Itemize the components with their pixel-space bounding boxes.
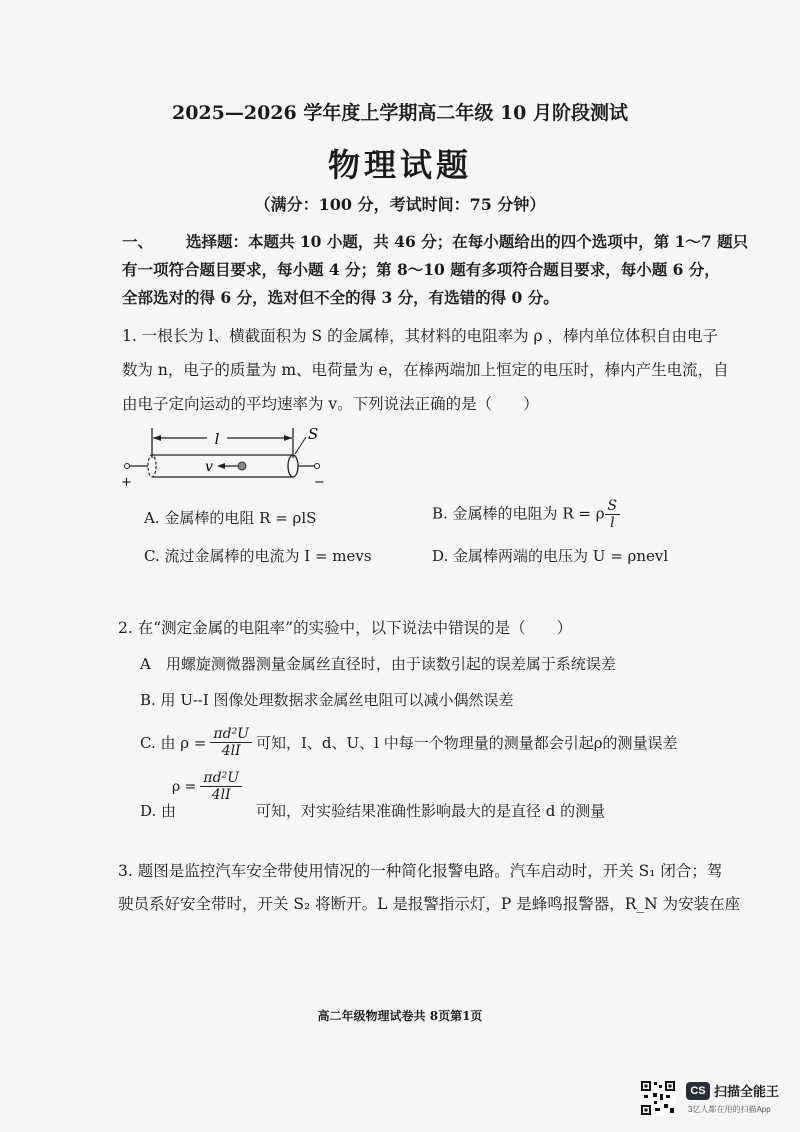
q2-option-c-fraction: [210, 726, 252, 759]
q1-option-b-text: B. 金属棒的电阻为 R = ρ: [432, 504, 605, 523]
q1-option-d[interactable]: D. 金属棒两端的电压为 U = ρnevl: [432, 547, 669, 565]
q1-stem-line-3: 由电子定向运动的平均速率为 v。下列说法正确的是（ ）: [122, 395, 539, 413]
q1-option-b-numerator: S: [605, 498, 621, 515]
section-instruction-line-3: 全部选对的得 6 分，选对但不全的得 3 分，有选错的得 0 分。: [122, 288, 559, 307]
electron-dot: [238, 462, 246, 470]
q2-d-formula: [172, 770, 242, 803]
right-terminal: [315, 464, 320, 469]
q1-option-a[interactable]: A. 金属棒的电阻 R = ρlS: [144, 509, 317, 527]
q2-d-denominator: 4lI: [211, 787, 231, 803]
section-instruction-line-2: 有一项符合题目要求，每小题 4 分；第 8～10 题有多项符合题目要求，每小题 6 分，: [122, 260, 720, 279]
q2-c-numerator: πd²U: [210, 726, 252, 743]
rod-left-end: [148, 455, 156, 477]
subject-title: 物理试题: [327, 146, 472, 184]
section-number: 一、: [122, 232, 154, 251]
q2-d-numerator: πd²U: [200, 770, 242, 787]
q1-option-b-denominator: l: [610, 515, 615, 531]
section-instruction-line-1: 选择题：本题共 10 小题，共 46 分；在每小题给出的四个选项中，第 1～7 题只: [186, 232, 749, 251]
scanner-logo-icon: CS: [686, 1082, 710, 1100]
velocity-label: v: [205, 459, 213, 475]
arrow-right-head: [284, 435, 292, 441]
q2-stem: 2. 在“测定金属的电阻率”的实验中，以下说法中错误的是（ ）: [118, 619, 573, 637]
exam-title-line: 2025—2026 学年度上学期高二年级 10 月阶段测试: [171, 102, 629, 124]
q2-option-d[interactable]: [140, 800, 605, 821]
q2-option-a[interactable]: A 用螺旋测微器测量金属丝直径时，由于读数引起的误差属于系统误差: [140, 655, 616, 673]
q1-rod-figure: [115, 420, 335, 490]
q2-d-formula-lhs: ρ =: [172, 778, 197, 795]
q2-option-d-prefix: D. 由: [140, 802, 177, 820]
exam-meta: （满分：100 分，考试时间：75 分钟）: [254, 195, 546, 214]
page-footer: 高二年级物理试卷共 8页第1页: [317, 1009, 483, 1023]
q1-option-c[interactable]: C. 流过金属棒的电流为 I = mevs: [144, 547, 372, 565]
length-label: l: [214, 430, 220, 448]
left-terminal: [125, 464, 130, 469]
minus-label: −: [314, 475, 325, 490]
rod-right-end: [288, 455, 298, 477]
q2-option-c[interactable]: [140, 726, 678, 759]
q1-option-b[interactable]: [432, 498, 620, 531]
q3-stem-line-2: 驶员系好安全带时，开关 S₂ 将断开。L 是报警指示灯，P 是蜂鸣报警器，R_N 为安装在座: [118, 895, 741, 913]
q3-stem-line-1: 3. 题图是监控汽车安全带使用情况的一种简化报警电路。汽车启动时，开关 S₁ 闭合；驾: [118, 862, 723, 880]
q2-option-c-suffix: 可知，I、d、U、l 中每一个物理量的测量都会引起ρ的测量误差: [255, 734, 678, 752]
qr-code-icon: [640, 1080, 676, 1116]
scanner-app-name: 扫描全能王: [714, 1084, 780, 1099]
q2-d-fraction: [200, 770, 242, 803]
q2-c-denominator: 4lI: [221, 743, 241, 759]
arrow-left-head: [153, 435, 161, 441]
q1-stem-line-1: 1. 一根长为 l、横截面积为 S 的金属棒，其材料的电阻率为 ρ ，棒内单位体积自由电子: [122, 327, 719, 345]
velocity-arrow-head: [217, 463, 225, 469]
q2-option-b[interactable]: B. 用 U--I 图像处理数据求金属丝电阻可以减小偶然误差: [140, 691, 514, 709]
area-label: S: [308, 425, 319, 443]
q1-option-b-fraction: [605, 498, 621, 531]
q2-option-c-prefix: C. 由 ρ =: [140, 734, 207, 752]
q1-stem-line-2: 数为 n，电子的质量为 m、电荷量为 e，在棒两端加上恒定的电压时，棒内产生电流，自: [122, 361, 729, 379]
plus-label: +: [121, 475, 132, 490]
scanner-tagline: 3亿人都在用的扫描App: [688, 1105, 771, 1114]
q2-option-d-suffix: 可知，对实验结果准确性影响最大的是直径 d 的测量: [256, 802, 606, 820]
